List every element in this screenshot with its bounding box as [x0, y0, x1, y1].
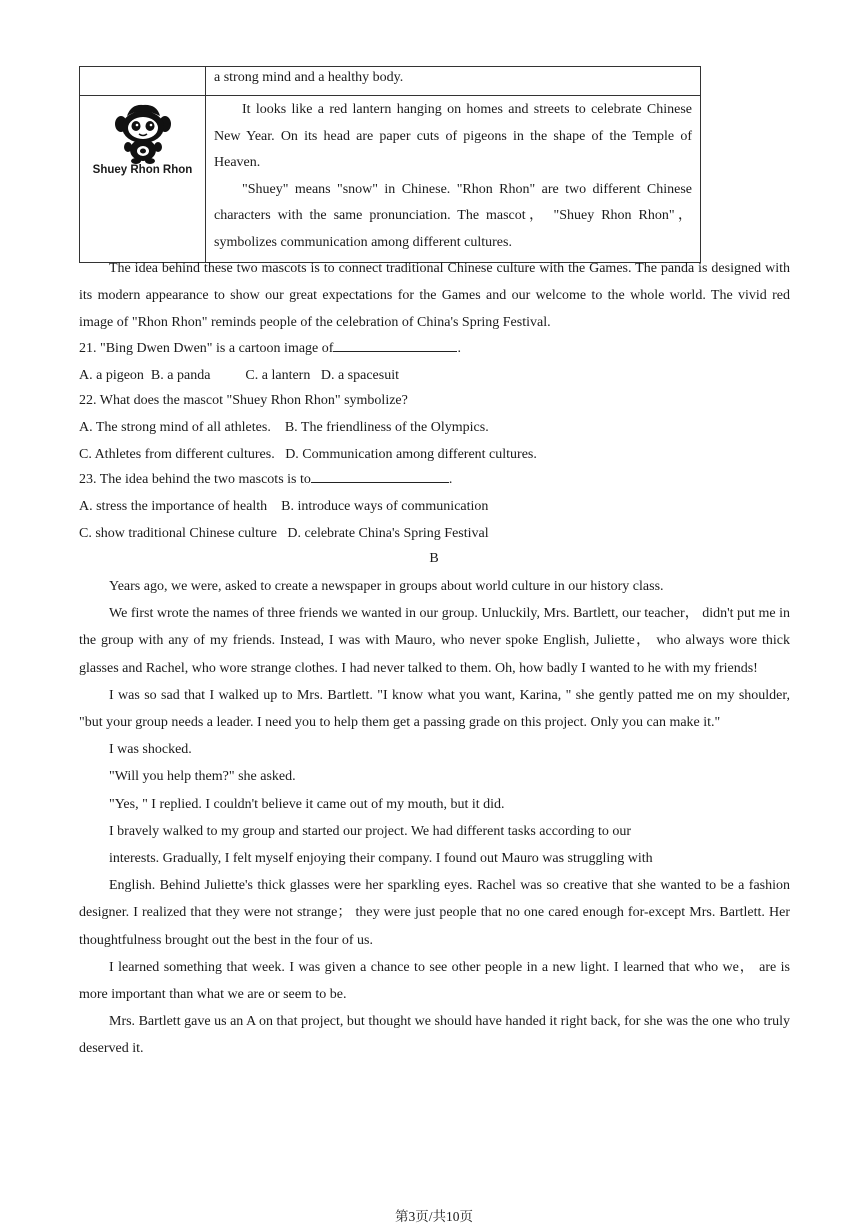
- table-row: [80, 96, 701, 263]
- description-paragraph: It looks like a red lantern hanging on homes and streets to celebrate Chinese New Year. On its head are paper cuts of pigeons in the shape of the Temple of Heaven.: [214, 102, 692, 171]
- question-options: A. The strong mind of all athletes. B. The friendliness of the Olympics.: [79, 419, 489, 435]
- passage-paragraph: interests. Gradually, I felt myself enjoying their company. I found out Mauro was struggling with: [109, 851, 653, 867]
- description-paragraph: "Shuey" means "snow" in Chinese. "Rhon Rhon" are two different Chinese characters with the same pronunciation. The mascot， "Shuey Rhon Rhon"， symbolizes communication among different cultures.: [214, 181, 692, 250]
- question-stem: 21. "Bing Dwen Dwen" is a cartoon image of: [79, 341, 334, 356]
- passage-paragraph: We first wrote the names of three friends we wanted in our group. Unluckily, Mrs. Bartlett, our teacher， didn't put me in the group with any of my friends. Instead, I was with Mauro, who never spoke English, Juliette， who always wore thick glasses and Rachel, who wore strange clothes. I had never talked to them. Oh, how badly I wanted to he with my friends!: [79, 606, 790, 676]
- mascot-icon: [113, 102, 173, 164]
- section-heading: B: [429, 551, 439, 566]
- answer-blank: [333, 337, 457, 352]
- intro-paragraph: The idea behind these two mascots is to connect traditional Chinese culture with the Games. The panda is designed with its modern appearance to show our great expectations for the Games and our welcome to the whole world. The vivid red image of "Rhon Rhon" reminds people of the celebration of China's Spring Festival.: [79, 261, 790, 330]
- passage-paragraph: I learned something that week. I was given a chance to see other people in a new light. I learned that who we， are is more important than what we are or seem to be.: [79, 959, 790, 1003]
- row1-text: a strong mind and a healthy body.: [206, 67, 701, 96]
- passage-paragraph: "Yes, " I replied. I couldn't believe it came out of my mouth, but it did.: [109, 796, 505, 812]
- passage-paragraph: Years ago, we were, asked to create a newspaper in groups about world culture in our history class.: [109, 579, 664, 594]
- passage-paragraph: Mrs. Bartlett gave us an A on that project, but thought we should have handed it right back, for she was the one who truly deserved it.: [79, 1014, 790, 1057]
- passage-paragraph: English. Behind Juliette's thick glasses were her sparkling eyes. Rachel was so creative that she wanted to be a fashion designer. I realized that they were not strange； they were just people that no one cared enough for-except Mrs. Bartlett. Her thoughtfulness brought out the best in the four of us.: [79, 878, 790, 948]
- passage-paragraph: "Will you help them?" she asked.: [109, 769, 296, 785]
- question-22: [79, 388, 790, 468]
- mascot-name: Shuey Rhon Rhon: [92, 164, 193, 176]
- mascot-description: [206, 96, 701, 263]
- mascot-table: [79, 66, 701, 263]
- question-options: A. stress the importance of health B. introduce ways of communication: [79, 498, 489, 514]
- empty-cell: [80, 67, 206, 96]
- passage-b: [79, 573, 790, 1063]
- question-21: 21. "Bing Dwen Dwen" is a cartoon image of . A. a pigeon B. a panda C. a lantern D. a spacesuit: [79, 336, 790, 390]
- question-23: 23. The idea behind the two mascots is to . A. stress the importance of health B. introduce ways of communication C. show traditional Chinese culture D. celebrate China's Spring Festival: [79, 467, 790, 547]
- question-options: A. a pigeon B. a panda C. a lantern D. a spacesuit: [79, 367, 399, 383]
- table-row: [80, 67, 701, 96]
- mascot-cell: [80, 96, 206, 263]
- question-options: C. Athletes from different cultures. D. Communication among different cultures.: [79, 446, 537, 462]
- passage-paragraph: I bravely walked to my group and started our project. We had different tasks according to our: [109, 823, 632, 839]
- passage-paragraph: I was shocked.: [109, 742, 192, 758]
- passage-paragraph: I was so sad that I walked up to Mrs. Bartlett. "I know what you want, Karina, " she gently patted me on my shoulder, "but your group needs a leader. I need you to help them get a passing grade on this project. Only you can make it.": [79, 687, 790, 731]
- question-stem: 23. The idea behind the two mascots is to: [79, 472, 311, 487]
- page-number: 第3页/共10页: [394, 1209, 473, 1224]
- answer-blank: [311, 468, 449, 483]
- question-stem: 22. What does the mascot "Shuey Rhon Rhon" symbolize?: [79, 393, 408, 408]
- question-options: C. show traditional Chinese culture D. celebrate China's Spring Festival: [79, 525, 489, 541]
